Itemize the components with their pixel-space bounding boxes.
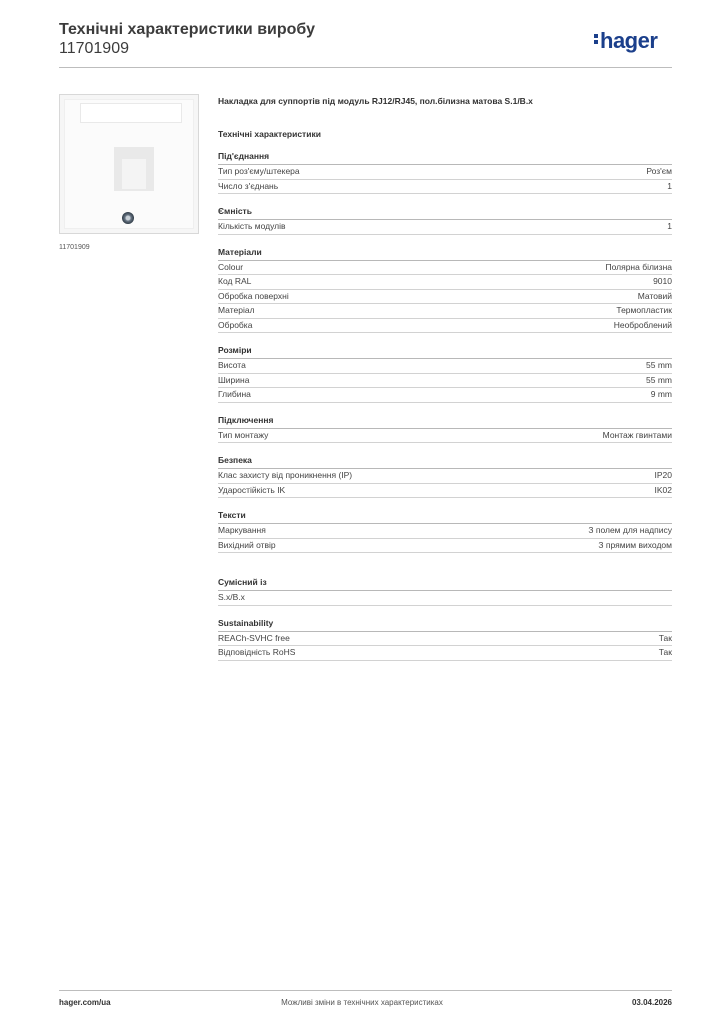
product-code: 11701909 xyxy=(59,40,129,57)
spec-value: 55 mm xyxy=(646,360,672,370)
section-title: Під'єднання xyxy=(218,150,672,165)
spec-section xyxy=(218,454,672,498)
spec-row xyxy=(218,319,672,334)
spec-row xyxy=(218,646,672,661)
spec-row xyxy=(218,374,672,389)
logo-text: hager xyxy=(600,28,658,53)
spec-label: Обробка xyxy=(218,319,253,330)
spec-section xyxy=(218,246,672,334)
spec-row xyxy=(218,304,672,319)
spec-label: REACh-SVHC free xyxy=(218,632,290,643)
section-title: Сумісний із xyxy=(218,576,672,591)
spec-label: Глибина xyxy=(218,389,251,399)
spec-value: Термопластик xyxy=(616,305,672,315)
spec-label: Маркування xyxy=(218,525,266,535)
spec-label: Обробка поверхні xyxy=(218,290,289,301)
spec-section xyxy=(218,150,672,194)
spec-value: Матовий xyxy=(637,290,672,301)
spec-heading: Технічні характеристики xyxy=(218,129,321,139)
spec-row xyxy=(218,261,672,276)
spec-value: Полярна білизна xyxy=(605,261,672,272)
spec-row xyxy=(218,632,672,647)
header-divider xyxy=(59,67,672,68)
image-caption: 11701909 xyxy=(59,244,90,251)
spec-label: Відповідність RoHS xyxy=(218,647,296,657)
spec-row xyxy=(218,388,672,403)
spec-value: Роз'єм xyxy=(646,166,672,176)
spec-label: Вихідний отвір xyxy=(218,539,276,550)
spec-section xyxy=(218,205,672,235)
section-title: Тексти xyxy=(218,509,672,524)
spec-label: Код RAL xyxy=(218,276,252,286)
spec-row xyxy=(218,180,672,195)
spec-row xyxy=(218,290,672,305)
spec-label: Colour xyxy=(218,261,244,272)
section-title: Sustainability xyxy=(218,617,672,632)
footer-disclaimer: Можливі зміни в технічних характеристиках xyxy=(281,998,443,1007)
spec-value: 9 mm xyxy=(650,389,672,399)
spec-section xyxy=(218,344,672,403)
footer-divider xyxy=(59,990,672,991)
spec-label: Число з'єднань xyxy=(218,180,279,191)
cover-plate-illustration xyxy=(64,99,194,229)
page-title: Технічні характеристики виробу xyxy=(59,21,315,38)
spec-row xyxy=(218,484,672,499)
spec-label: Матеріал xyxy=(218,305,255,315)
spec-label: Клас захисту від проникнення (IP) xyxy=(218,470,353,480)
section-title: Ємність xyxy=(218,205,672,220)
spec-row xyxy=(218,359,672,374)
spec-row xyxy=(218,275,672,290)
spec-value: 1 xyxy=(667,180,672,191)
spec-value: Так xyxy=(658,647,672,657)
footer-date: 03.04.2026 xyxy=(631,998,672,1007)
label-strip xyxy=(80,103,182,123)
spec-value: IP20 xyxy=(654,470,672,480)
spec-label: Кількість модулів xyxy=(218,221,286,231)
spec-content xyxy=(218,96,672,672)
spec-row xyxy=(218,591,672,606)
spec-label: Тип роз'єму/штекера xyxy=(218,166,300,176)
spec-value: 9010 xyxy=(653,276,672,286)
screw-icon xyxy=(122,212,134,224)
spec-row xyxy=(218,165,672,180)
spec-row xyxy=(218,524,672,539)
spec-section xyxy=(218,509,672,553)
spec-row xyxy=(218,220,672,235)
spec-sections xyxy=(218,150,672,661)
product-image xyxy=(59,94,199,234)
product-title: Накладка для суппортів під модуль RJ12/RJ45, пол.білизна матова S.1/B.x xyxy=(218,96,533,106)
spec-section xyxy=(218,617,672,661)
spec-value: Необроблений xyxy=(613,319,672,330)
spec-label: Ударостійкість IK xyxy=(218,484,286,495)
section-title: Підключення xyxy=(218,414,672,429)
section-title: Матеріали xyxy=(218,246,672,261)
spec-label: Ширина xyxy=(218,374,250,385)
spec-value: IK02 xyxy=(654,484,672,495)
spec-section xyxy=(218,576,672,606)
spec-row xyxy=(218,539,672,554)
section-title: Безпека xyxy=(218,454,672,469)
spec-value: Монтаж гвинтами xyxy=(602,429,672,440)
spec-label: Висота xyxy=(218,360,246,370)
spec-value: З прямим виходом xyxy=(598,539,672,550)
spec-label: S.x/B.x xyxy=(218,592,245,602)
section-title: Розміри xyxy=(218,344,672,359)
hager-logo xyxy=(594,30,657,52)
spec-value: 1 xyxy=(667,221,672,231)
spec-value: 55 mm xyxy=(646,374,672,385)
logo-dots-icon xyxy=(594,32,598,46)
spec-value: Так xyxy=(658,632,672,643)
spec-row xyxy=(218,429,672,444)
spec-label: Тип монтажу xyxy=(218,429,269,440)
spec-section xyxy=(218,414,672,444)
spec-value: З полем для надпису xyxy=(588,525,672,535)
spec-row xyxy=(218,469,672,484)
socket-opening xyxy=(114,147,154,191)
footer-website: hager.com/ua xyxy=(59,998,111,1007)
